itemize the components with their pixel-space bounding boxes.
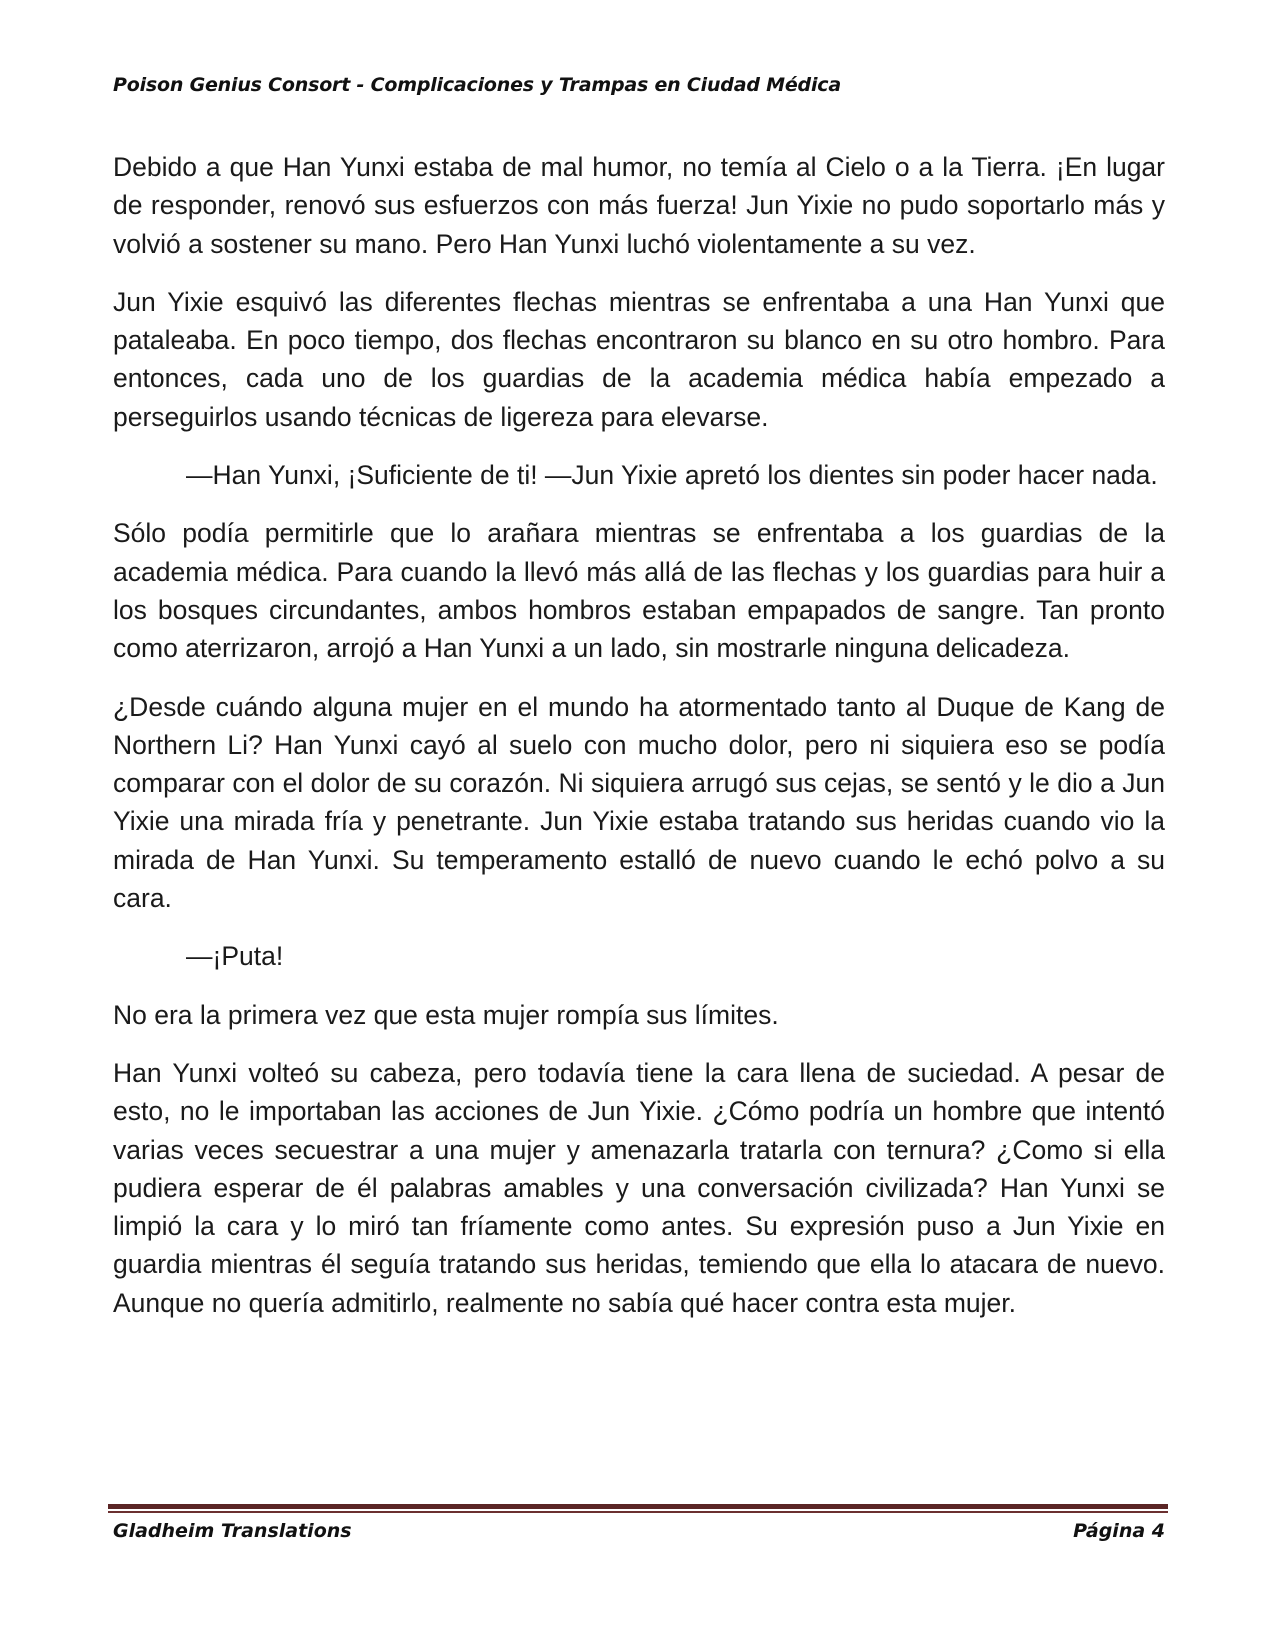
footer-divider [108,1504,1168,1513]
body-text [113,148,1165,1342]
dialogue-paragraph: —Han Yunxi, ¡Suficiente de ti! —Jun Yixie apretó los dientes sin poder hacer nada. [186,460,1158,491]
footer-rule-thin [108,1511,1168,1513]
paragraph: ¿Desde cuándo alguna mujer en el mundo ha atormentado tanto al Duque de Kang de Northern Li? Han Yunxi cayó al suelo con mucho dolor, pero ni siquiera eso se podía comparar con el dolor de su corazón. Ni siquiera arrugó sus cejas, se sentó y le dio a Jun Yixie una mirada fría y penetrante. Jun Yixie estaba tratando sus heridas cuando vio la mirada de Han Yunxi. Su temperamento estalló de nuevo cuando le echó polvo a su cara. [113,691,1165,914]
paragraph: Sólo podía permitirle que lo arañara mientras se enfrentaba a los guardias de la academia médica. Para cuando la llevó más allá de las flechas y los guardias para huir a los bosques circundantes, ambos hombros estaban empapados de sangre. Tan pronto como aterrizaron, arrojó a Han Yunxi a un lado, sin mostrarle ninguna delicadeza. [113,518,1165,664]
footer-page-number: Página 4 [1073,1520,1165,1542]
dialogue-paragraph: —¡Puta! [186,941,284,972]
paragraph: No era la primera vez que esta mujer rompía sus límites. [113,999,779,1030]
paragraph: Han Yunxi volteó su cabeza, pero todavía tiene la cara llena de suciedad. A pesar de esto, no le importaban las acciones de Jun Yixie. ¿Cómo podría un hombre que intentó varias veces secuestrar a una mujer y amenazarla tratarla con ternura? ¿Como si ella pudiera esperar de él palabras amables y una conversación civilizada? Han Yunxi se limpió la cara y lo miró tan fríamente como antes. Su expresión puso a Jun Yixie en guardia mientras él seguía tratando sus heridas, temiendo que ella lo atacara de nuevo. Aunque no quería admitirlo, realmente no sabía qué hacer contra esta mujer. [113,1057,1165,1318]
paragraph: Debido a que Han Yunxi estaba de mal humor, no temía al Cielo o a la Tierra. ¡En lugar de responder, renovó sus esfuerzos con más fuerza! Jun Yixie no pudo soportarlo más y volvió a sostener su mano. Pero Han Yunxi luchó violentamente a su vez. [113,152,1165,259]
paragraph: Jun Yixie esquivó las diferentes flechas mientras se enfrentaba a una Han Yunxi que pataleaba. En poco tiempo, dos flechas encontraron su blanco en su otro hombro. Para entonces, cada uno de los guardias de la academia médica había empezado a perseguirlos usando técnicas de ligereza para elevarse. [113,286,1165,432]
footer-publisher: Gladheim Translations [113,1520,352,1542]
running-header: Poison Genius Consort - Complicaciones y Trampas en Ciudad Médica [113,74,841,96]
